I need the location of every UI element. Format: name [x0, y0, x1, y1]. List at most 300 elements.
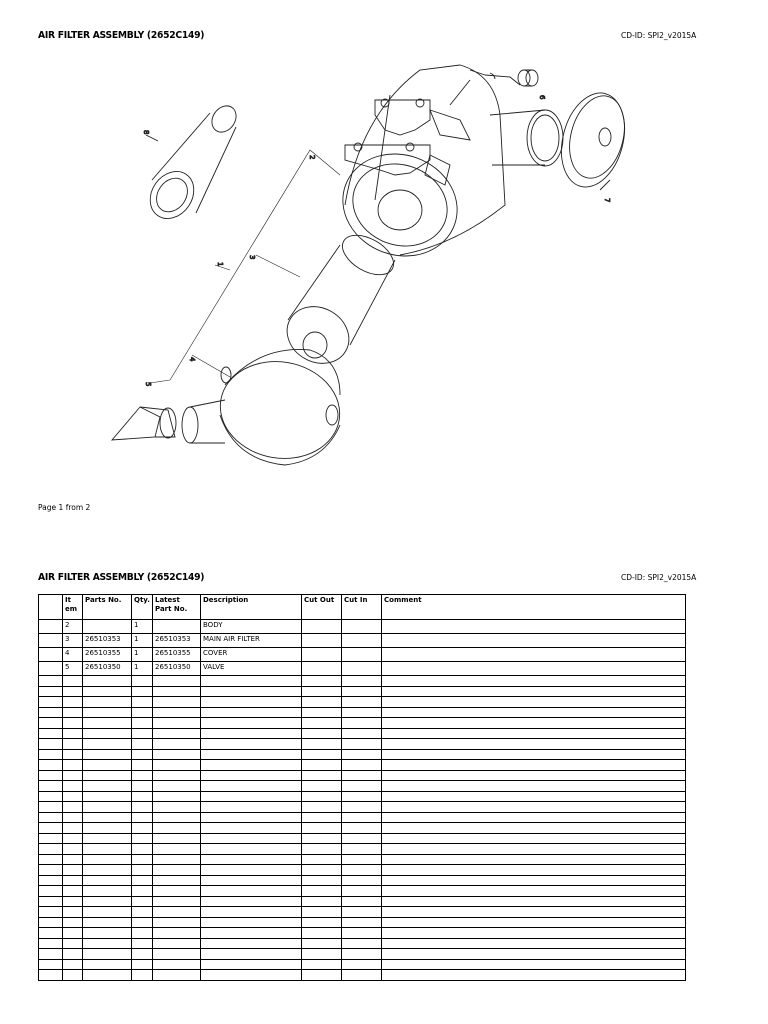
latest-part-no-cell: 26510355	[153, 648, 201, 662]
empty-cell	[153, 896, 201, 907]
empty-cell	[382, 833, 686, 844]
cut-in-cell	[342, 620, 382, 634]
empty-cell	[201, 686, 302, 697]
description-cell: VALVE	[201, 662, 302, 676]
empty-cell	[302, 676, 342, 687]
empty-table-row	[39, 959, 686, 970]
empty-cell	[39, 970, 63, 981]
empty-cell	[83, 928, 132, 939]
empty-cell	[342, 739, 382, 750]
empty-cell	[132, 760, 153, 771]
empty-cell	[153, 959, 201, 970]
row-marker	[39, 662, 63, 676]
empty-cell	[39, 697, 63, 708]
empty-table-row	[39, 718, 686, 729]
cut-in-cell	[342, 648, 382, 662]
latest-part-no-cell: 26510353	[153, 634, 201, 648]
cut-out-cell	[302, 648, 342, 662]
empty-cell	[342, 875, 382, 886]
fitting-drawing	[490, 70, 538, 86]
table-header-row	[39, 595, 686, 620]
empty-cell	[153, 718, 201, 729]
empty-cell	[39, 823, 63, 834]
empty-cell	[132, 917, 153, 928]
empty-cell	[201, 707, 302, 718]
empty-cell	[132, 739, 153, 750]
empty-cell	[63, 823, 83, 834]
empty-cell	[201, 823, 302, 834]
empty-table-row	[39, 844, 686, 855]
empty-cell	[39, 718, 63, 729]
empty-cell	[153, 707, 201, 718]
empty-cell	[132, 791, 153, 802]
empty-cell	[153, 739, 201, 750]
empty-cell	[132, 844, 153, 855]
empty-cell	[39, 728, 63, 739]
empty-cell	[382, 907, 686, 918]
empty-cell	[83, 907, 132, 918]
empty-cell	[132, 697, 153, 708]
cut-out-cell	[302, 634, 342, 648]
empty-cell	[153, 791, 201, 802]
empty-cell	[302, 718, 342, 729]
empty-cell	[39, 707, 63, 718]
valve-drawing	[112, 407, 176, 440]
empty-cell	[302, 949, 342, 960]
empty-cell	[382, 802, 686, 813]
empty-cell	[342, 676, 382, 687]
empty-cell	[382, 728, 686, 739]
empty-cell	[382, 686, 686, 697]
empty-cell	[201, 802, 302, 813]
empty-cell	[302, 917, 342, 928]
empty-cell	[63, 707, 83, 718]
empty-cell	[63, 802, 83, 813]
empty-cell	[382, 938, 686, 949]
empty-table-row	[39, 760, 686, 771]
empty-table-row	[39, 728, 686, 739]
empty-table-row	[39, 697, 686, 708]
parts-no-cell: 26510350	[83, 662, 132, 676]
empty-cell	[132, 707, 153, 718]
item-cell: 5	[63, 662, 83, 676]
air-filter-body-drawing	[328, 65, 563, 272]
table-row	[39, 648, 686, 662]
empty-cell	[83, 844, 132, 855]
cut-out-cell	[302, 662, 342, 676]
empty-cell	[342, 812, 382, 823]
empty-cell	[83, 854, 132, 865]
empty-cell	[382, 865, 686, 876]
empty-cell	[201, 917, 302, 928]
empty-table-row	[39, 875, 686, 886]
empty-cell	[83, 770, 132, 781]
empty-cell	[83, 739, 132, 750]
empty-cell	[153, 812, 201, 823]
empty-cell	[39, 907, 63, 918]
empty-cell	[132, 823, 153, 834]
exploded-parts-drawing	[100, 55, 660, 495]
empty-table-row	[39, 833, 686, 844]
empty-cell	[132, 865, 153, 876]
empty-cell	[83, 728, 132, 739]
empty-cell	[302, 823, 342, 834]
empty-cell	[132, 781, 153, 792]
empty-cell	[83, 812, 132, 823]
empty-cell	[201, 896, 302, 907]
empty-cell	[63, 697, 83, 708]
empty-cell	[39, 959, 63, 970]
empty-cell	[382, 760, 686, 771]
empty-cell	[83, 823, 132, 834]
item-cell: 4	[63, 648, 83, 662]
empty-cell	[153, 781, 201, 792]
row-marker	[39, 648, 63, 662]
empty-cell	[39, 739, 63, 750]
empty-cell	[342, 938, 382, 949]
empty-cell	[132, 928, 153, 939]
empty-cell	[302, 833, 342, 844]
safety-filter-element-drawing	[141, 101, 241, 227]
empty-cell	[153, 802, 201, 813]
empty-cell	[63, 812, 83, 823]
col-header-blank	[39, 595, 63, 620]
empty-cell	[382, 959, 686, 970]
empty-cell	[39, 812, 63, 823]
empty-cell	[63, 970, 83, 981]
empty-cell	[201, 970, 302, 981]
empty-cell	[39, 875, 63, 886]
empty-cell	[382, 970, 686, 981]
comment-cell	[382, 662, 686, 676]
empty-cell	[302, 791, 342, 802]
empty-cell	[153, 833, 201, 844]
empty-cell	[83, 970, 132, 981]
empty-cell	[132, 959, 153, 970]
empty-cell	[302, 854, 342, 865]
item-cell: 2	[63, 620, 83, 634]
latest-part-no-cell	[153, 620, 201, 634]
empty-cell	[39, 917, 63, 928]
empty-cell	[201, 676, 302, 687]
empty-cell	[83, 718, 132, 729]
empty-cell	[39, 781, 63, 792]
empty-cell	[302, 865, 342, 876]
row-marker	[39, 634, 63, 648]
col-header-comment: Comment	[382, 595, 686, 620]
empty-cell	[39, 949, 63, 960]
empty-cell	[63, 938, 83, 949]
empty-cell	[153, 760, 201, 771]
empty-cell	[342, 865, 382, 876]
col-header-parts-no: Parts No.	[83, 595, 132, 620]
empty-cell	[83, 917, 132, 928]
qty-cell: 1	[132, 648, 153, 662]
empty-cell	[342, 697, 382, 708]
empty-cell	[382, 896, 686, 907]
empty-cell	[153, 907, 201, 918]
empty-cell	[153, 686, 201, 697]
empty-cell	[83, 949, 132, 960]
callout-8: 8	[142, 130, 150, 135]
empty-cell	[201, 959, 302, 970]
empty-cell	[342, 718, 382, 729]
empty-cell	[83, 938, 132, 949]
empty-table-row	[39, 949, 686, 960]
callout-7: 7	[603, 198, 611, 203]
end-cap-drawing	[552, 86, 635, 194]
empty-cell	[382, 781, 686, 792]
empty-cell	[302, 707, 342, 718]
empty-table-row	[39, 938, 686, 949]
empty-cell	[153, 823, 201, 834]
empty-cell	[201, 886, 302, 897]
empty-cell	[382, 697, 686, 708]
empty-cell	[153, 728, 201, 739]
empty-cell	[132, 718, 153, 729]
empty-cell	[63, 686, 83, 697]
empty-cell	[382, 812, 686, 823]
empty-cell	[132, 970, 153, 981]
empty-cell	[201, 938, 302, 949]
empty-cell	[39, 760, 63, 771]
empty-cell	[342, 791, 382, 802]
empty-cell	[201, 833, 302, 844]
empty-cell	[201, 749, 302, 760]
empty-cell	[83, 707, 132, 718]
parts-no-cell: 26510355	[83, 648, 132, 662]
empty-cell	[302, 686, 342, 697]
cut-in-cell	[342, 662, 382, 676]
empty-cell	[302, 760, 342, 771]
empty-cell	[153, 970, 201, 981]
empty-cell	[302, 728, 342, 739]
empty-cell	[63, 907, 83, 918]
empty-cell	[153, 854, 201, 865]
empty-table-row	[39, 770, 686, 781]
empty-cell	[132, 749, 153, 760]
empty-cell	[153, 770, 201, 781]
empty-cell	[39, 802, 63, 813]
empty-cell	[201, 865, 302, 876]
empty-cell	[39, 749, 63, 760]
empty-cell	[132, 802, 153, 813]
empty-cell	[63, 928, 83, 939]
empty-cell	[302, 844, 342, 855]
empty-cell	[63, 739, 83, 750]
empty-cell	[201, 949, 302, 960]
empty-cell	[382, 676, 686, 687]
empty-cell	[201, 907, 302, 918]
empty-cell	[302, 970, 342, 981]
empty-cell	[63, 854, 83, 865]
comment-cell	[382, 648, 686, 662]
description-cell: MAIN AIR FILTER	[201, 634, 302, 648]
empty-cell	[132, 833, 153, 844]
empty-table-row	[39, 739, 686, 750]
empty-cell	[302, 812, 342, 823]
callout-4: 4	[188, 357, 196, 362]
callout-6: 6	[538, 95, 546, 100]
empty-cell	[382, 791, 686, 802]
comment-cell	[382, 620, 686, 634]
empty-cell	[302, 781, 342, 792]
empty-table-row	[39, 886, 686, 897]
empty-cell	[63, 728, 83, 739]
empty-cell	[201, 760, 302, 771]
empty-cell	[153, 938, 201, 949]
empty-cell	[83, 896, 132, 907]
empty-cell	[382, 739, 686, 750]
qty-cell: 1	[132, 662, 153, 676]
empty-cell	[302, 886, 342, 897]
empty-cell	[382, 749, 686, 760]
empty-cell	[153, 844, 201, 855]
cut-out-cell	[302, 620, 342, 634]
empty-cell	[132, 886, 153, 897]
empty-cell	[382, 854, 686, 865]
empty-cell	[201, 718, 302, 729]
empty-cell	[63, 791, 83, 802]
empty-cell	[83, 781, 132, 792]
col-header-qty: Qty.	[132, 595, 153, 620]
empty-cell	[83, 802, 132, 813]
empty-cell	[63, 676, 83, 687]
parts-no-cell	[83, 620, 132, 634]
empty-cell	[132, 686, 153, 697]
empty-cell	[342, 970, 382, 981]
empty-table-row	[39, 970, 686, 981]
empty-table-row	[39, 749, 686, 760]
empty-cell	[63, 959, 83, 970]
empty-cell	[342, 844, 382, 855]
empty-cell	[201, 728, 302, 739]
empty-cell	[342, 760, 382, 771]
empty-cell	[201, 812, 302, 823]
row-marker	[39, 620, 63, 634]
empty-cell	[201, 697, 302, 708]
empty-cell	[302, 697, 342, 708]
empty-cell	[382, 823, 686, 834]
empty-cell	[382, 718, 686, 729]
page-title: AIR FILTER ASSEMBLY (2652C149)	[38, 572, 205, 583]
empty-cell	[83, 959, 132, 970]
leader-lines	[150, 150, 340, 383]
empty-cell	[342, 728, 382, 739]
empty-cell	[132, 812, 153, 823]
empty-cell	[83, 833, 132, 844]
empty-cell	[382, 770, 686, 781]
empty-cell	[153, 917, 201, 928]
empty-cell	[83, 676, 132, 687]
table-row	[39, 634, 686, 648]
empty-cell	[382, 917, 686, 928]
empty-cell	[39, 844, 63, 855]
empty-cell	[39, 686, 63, 697]
empty-cell	[63, 760, 83, 771]
empty-cell	[63, 844, 83, 855]
empty-cell	[302, 907, 342, 918]
empty-cell	[83, 686, 132, 697]
col-header-item: It em	[63, 595, 83, 620]
table-row	[39, 662, 686, 676]
empty-table-row	[39, 686, 686, 697]
empty-cell	[132, 896, 153, 907]
parts-table	[38, 594, 686, 981]
empty-cell	[153, 865, 201, 876]
empty-cell	[201, 875, 302, 886]
empty-cell	[342, 854, 382, 865]
empty-cell	[302, 875, 342, 886]
empty-cell	[201, 791, 302, 802]
empty-cell	[132, 949, 153, 960]
empty-cell	[153, 749, 201, 760]
empty-cell	[302, 749, 342, 760]
empty-cell	[132, 854, 153, 865]
empty-cell	[39, 938, 63, 949]
empty-cell	[342, 928, 382, 939]
empty-cell	[302, 802, 342, 813]
empty-cell	[342, 686, 382, 697]
comment-cell	[382, 634, 686, 648]
callout-2: 2	[308, 155, 316, 160]
col-header-latest-part-no: Latest Part No.	[153, 595, 201, 620]
empty-cell	[153, 875, 201, 886]
empty-cell	[201, 854, 302, 865]
empty-cell	[39, 865, 63, 876]
empty-cell	[132, 676, 153, 687]
empty-cell	[302, 896, 342, 907]
empty-cell	[132, 728, 153, 739]
empty-cell	[201, 739, 302, 750]
empty-table-row	[39, 707, 686, 718]
empty-cell	[83, 791, 132, 802]
empty-cell	[39, 896, 63, 907]
empty-table-row	[39, 781, 686, 792]
empty-cell	[63, 718, 83, 729]
empty-cell	[63, 917, 83, 928]
empty-table-row	[39, 896, 686, 907]
col-header-cut-in: Cut In	[342, 595, 382, 620]
empty-cell	[153, 886, 201, 897]
main-filter-element-drawing	[277, 227, 400, 374]
empty-cell	[132, 907, 153, 918]
empty-cell	[153, 697, 201, 708]
empty-cell	[83, 697, 132, 708]
empty-cell	[63, 833, 83, 844]
empty-cell	[342, 770, 382, 781]
empty-cell	[132, 770, 153, 781]
empty-cell	[63, 896, 83, 907]
empty-cell	[342, 749, 382, 760]
empty-cell	[63, 875, 83, 886]
parts-table-body	[39, 620, 686, 981]
empty-cell	[382, 928, 686, 939]
empty-cell	[63, 949, 83, 960]
empty-cell	[39, 886, 63, 897]
description-cell: COVER	[201, 648, 302, 662]
empty-table-row	[39, 917, 686, 928]
col-header-description: Description	[201, 595, 302, 620]
empty-cell	[39, 928, 63, 939]
qty-cell: 1	[132, 620, 153, 634]
empty-cell	[302, 959, 342, 970]
empty-cell	[342, 886, 382, 897]
empty-cell	[382, 949, 686, 960]
empty-cell	[342, 781, 382, 792]
page-title: AIR FILTER ASSEMBLY (2652C149)	[38, 30, 205, 41]
empty-cell	[342, 707, 382, 718]
